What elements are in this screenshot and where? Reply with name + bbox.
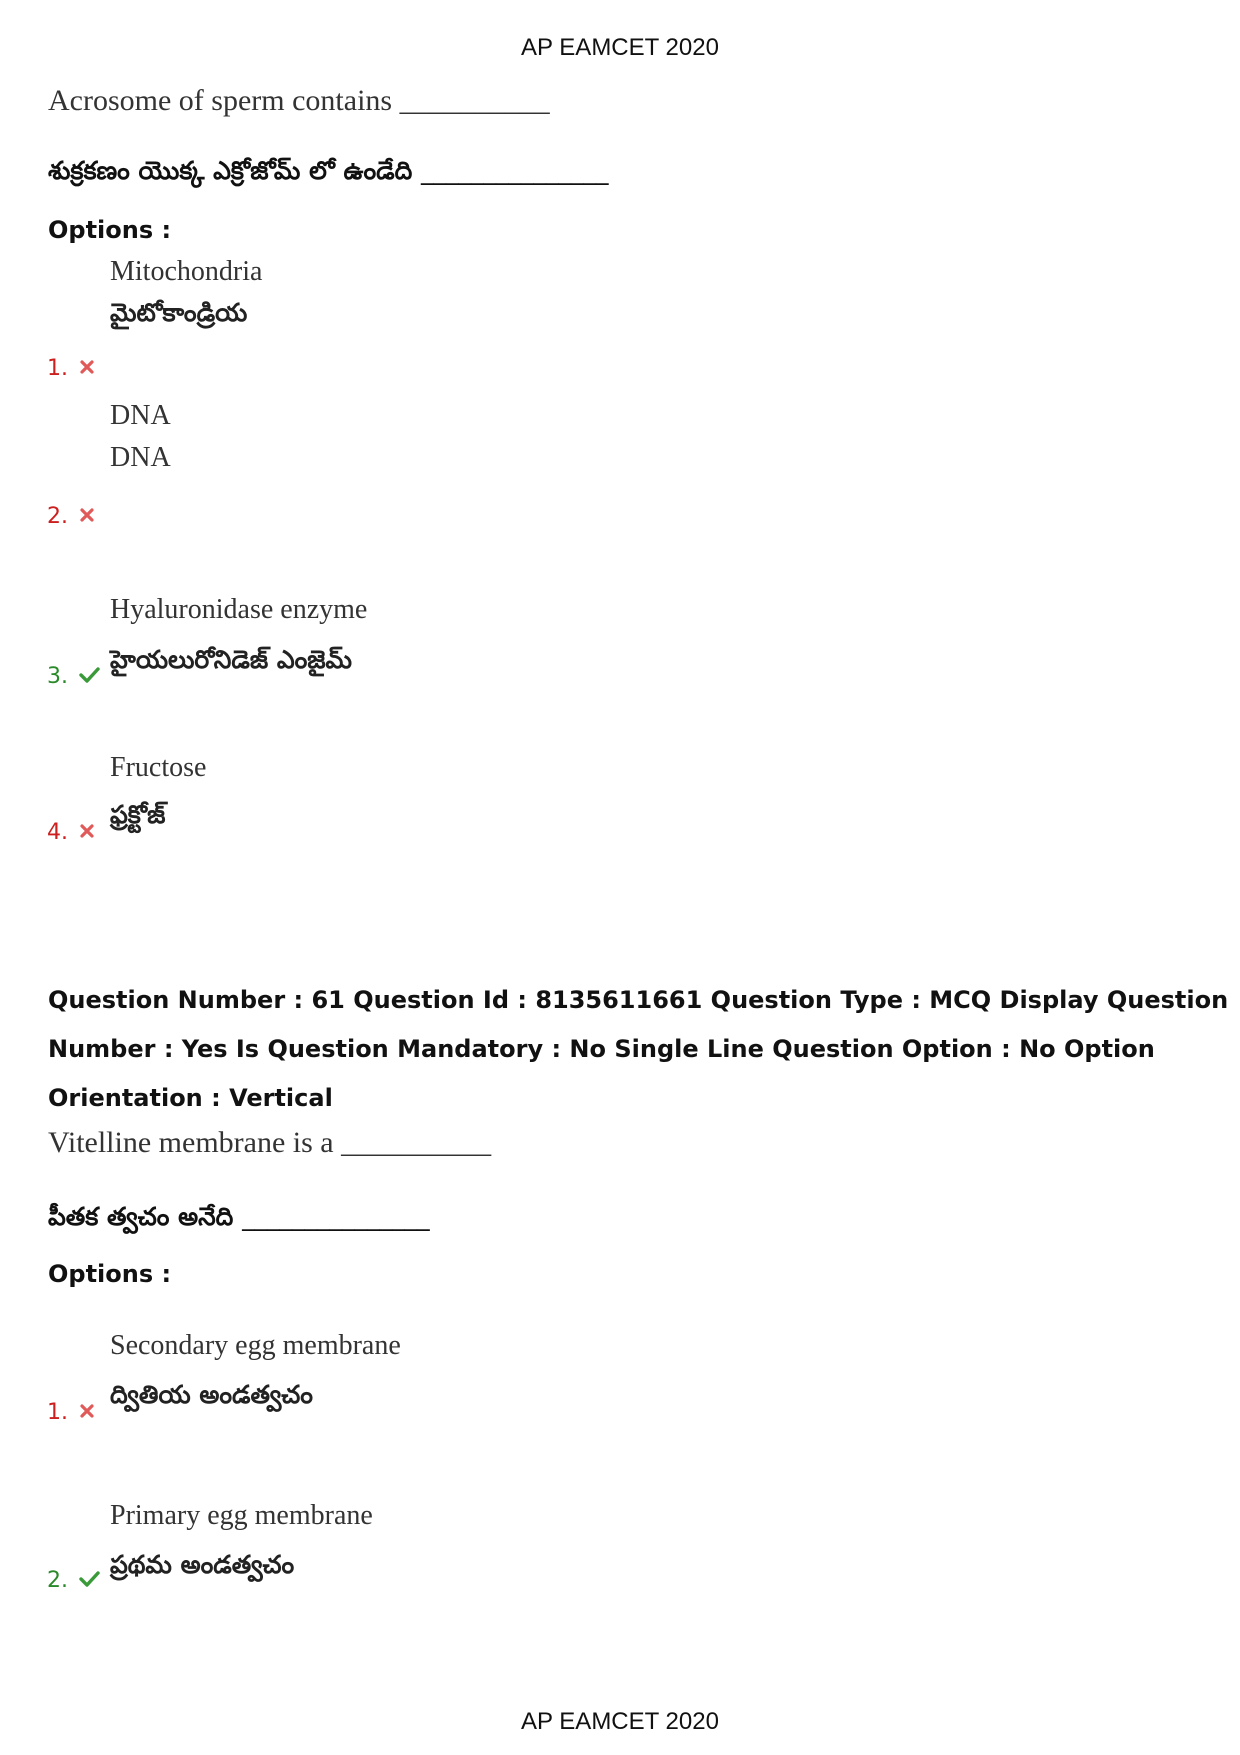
- option-text-english: Fructose: [110, 752, 207, 783]
- answer-blank: __________: [399, 84, 550, 117]
- question-text-telugu: [48, 156, 609, 192]
- option-number: 2.: [47, 504, 68, 529]
- answer-blank: __________: [341, 1126, 492, 1159]
- options-label: Options :: [48, 1260, 172, 1288]
- options-label: Options :: [48, 216, 172, 244]
- page-footer: AP EAMCET 2020: [521, 1708, 719, 1735]
- option-text-english: DNA: [110, 400, 171, 431]
- option-text-english: Hyaluronidase enzyme: [110, 594, 368, 625]
- answer-blank: _______________: [242, 1202, 430, 1231]
- option-number: 1.: [47, 356, 68, 381]
- correct-answer-check-icon: [78, 1570, 100, 1588]
- option-text-telugu: ఫ్రక్టోజ్: [110, 800, 166, 829]
- option-text-telugu: హైయలురోనిడెజ్ ఎంజైమ్: [110, 645, 353, 674]
- option-number: 3.: [47, 664, 68, 689]
- wrong-answer-cross-icon: [78, 506, 96, 524]
- question-meta-line: Orientation : Vertical: [48, 1084, 333, 1112]
- question-meta-line: Number : Yes Is Question Mandatory : No Single Line Question Option : No Option: [48, 1035, 1155, 1063]
- question-text: శుక్రకణం యొక్క ఎక్రోజోమ్ లో ఉండేది: [48, 156, 413, 185]
- option-number: 2.: [47, 1568, 68, 1593]
- wrong-answer-cross-icon: [78, 358, 96, 376]
- answer-blank: _______________: [421, 156, 609, 185]
- wrong-answer-cross-icon: [78, 822, 96, 840]
- wrong-answer-cross-icon: [78, 1402, 96, 1420]
- question-text: Vitelline membrane is a: [48, 1126, 334, 1159]
- option-text-english: Secondary egg membrane: [110, 1330, 401, 1361]
- question-text-english: [48, 1126, 491, 1160]
- option-text-english: Primary egg membrane: [110, 1500, 373, 1531]
- question-text: Acrosome of sperm contains: [48, 84, 393, 117]
- option-text-telugu: DNA: [110, 442, 171, 473]
- option-number: 4.: [47, 820, 68, 845]
- option-text-telugu: ప్రథమ అండత్వచం: [110, 1550, 295, 1579]
- option-text-english: Mitochondria: [110, 256, 263, 287]
- question-meta-line: Question Number : 61 Question Id : 8135611661 Question Type : MCQ Display Question: [48, 986, 1229, 1014]
- question-text-english: [48, 84, 550, 118]
- correct-answer-check-icon: [78, 666, 100, 684]
- page-header: AP EAMCET 2020: [521, 34, 719, 61]
- question-text-telugu: [48, 1202, 430, 1238]
- option-text-telugu: మైటోకాండ్రియ: [110, 298, 248, 327]
- question-text: పీతక త్వచం అనేది: [48, 1202, 234, 1231]
- option-text-telugu: ద్వితియ అండత్వచం: [110, 1380, 313, 1409]
- option-number: 1.: [47, 1400, 68, 1425]
